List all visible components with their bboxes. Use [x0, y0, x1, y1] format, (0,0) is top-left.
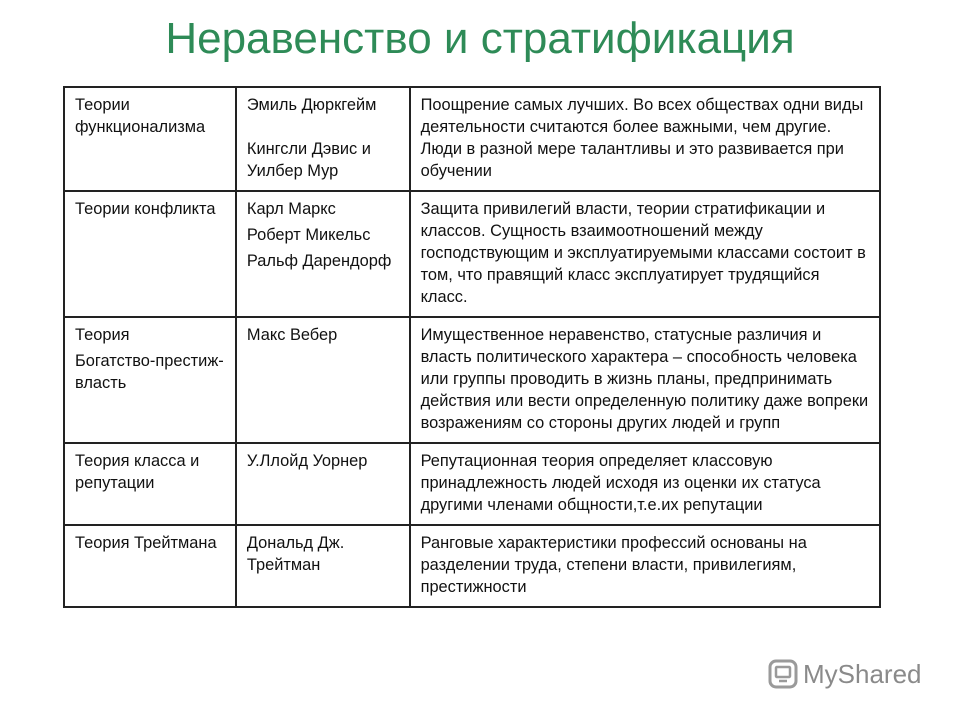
theory-cell: Теории конфликта	[64, 191, 236, 317]
description-cell: Защита привилегий власти, теории стратификации и классов. Сущность взаимоотношений между господствующим и эксплуатируемыми классами состоит в том, что правящий класс эксплуатирует трудящийся класс.	[410, 191, 880, 317]
description-cell: Имущественное неравенство, статусные различия и власть политического характера – способность человека или группы проводить в жизнь планы, предпринимать действия или вести определенную политику даже вопреки возражениям со стороны других людей и групп	[410, 317, 880, 443]
description-cell: Поощрение самых лучших. Во всех обществах одни виды деятельности считаются более важными, чем другие. Люди в разной мере талантливы и это развивается при обучении	[410, 87, 880, 191]
theory-line: Богатство-престиж-власть	[75, 352, 224, 392]
table-row	[64, 317, 880, 443]
author-name: Роберт Микельс	[246, 226, 371, 244]
authors-cell	[236, 317, 410, 443]
watermark-logo	[767, 657, 922, 691]
theory-cell: Теория Трейтмана	[64, 525, 236, 607]
description-cell: Репутационная теория определяет классовую принадлежность людей исходя из оценки их статуса другими членами общности,т.е.их репутации	[410, 443, 880, 525]
authors-cell	[236, 87, 410, 191]
author-name: У.Ллойд Уорнер	[246, 452, 368, 470]
description-cell: Ранговые характеристики профессий основаны на разделении труда, степени власти, привилегиям, престижности	[410, 525, 880, 607]
page-title: Неравенство и стратификация	[165, 14, 795, 63]
author-name: Кингсли Дэвис и Уилбер Мур	[246, 140, 371, 180]
table-row	[64, 443, 880, 525]
theories-table	[63, 86, 881, 608]
author-name: Карл Маркс	[246, 200, 336, 218]
table-row	[64, 191, 880, 317]
author-name: Макс Вебер	[246, 326, 338, 344]
table-row	[64, 525, 880, 607]
authors-cell	[236, 191, 410, 317]
authors-cell	[236, 525, 410, 607]
theory-cell: Теории функционализма	[64, 87, 236, 191]
author-name: Эмиль Дюркгейм	[246, 96, 377, 114]
author-name: Дональд Дж. Трейтман	[246, 534, 345, 574]
watermark-text: MyShared	[803, 658, 922, 689]
table-row	[64, 87, 880, 191]
author-name: Ральф Дарендорф	[246, 252, 392, 270]
theory-cell	[64, 317, 236, 443]
theory-line: Теория	[75, 326, 130, 344]
theory-cell: Теория класса и репутации	[64, 443, 236, 525]
myshared-logo-icon	[767, 658, 799, 690]
authors-cell	[236, 443, 410, 525]
